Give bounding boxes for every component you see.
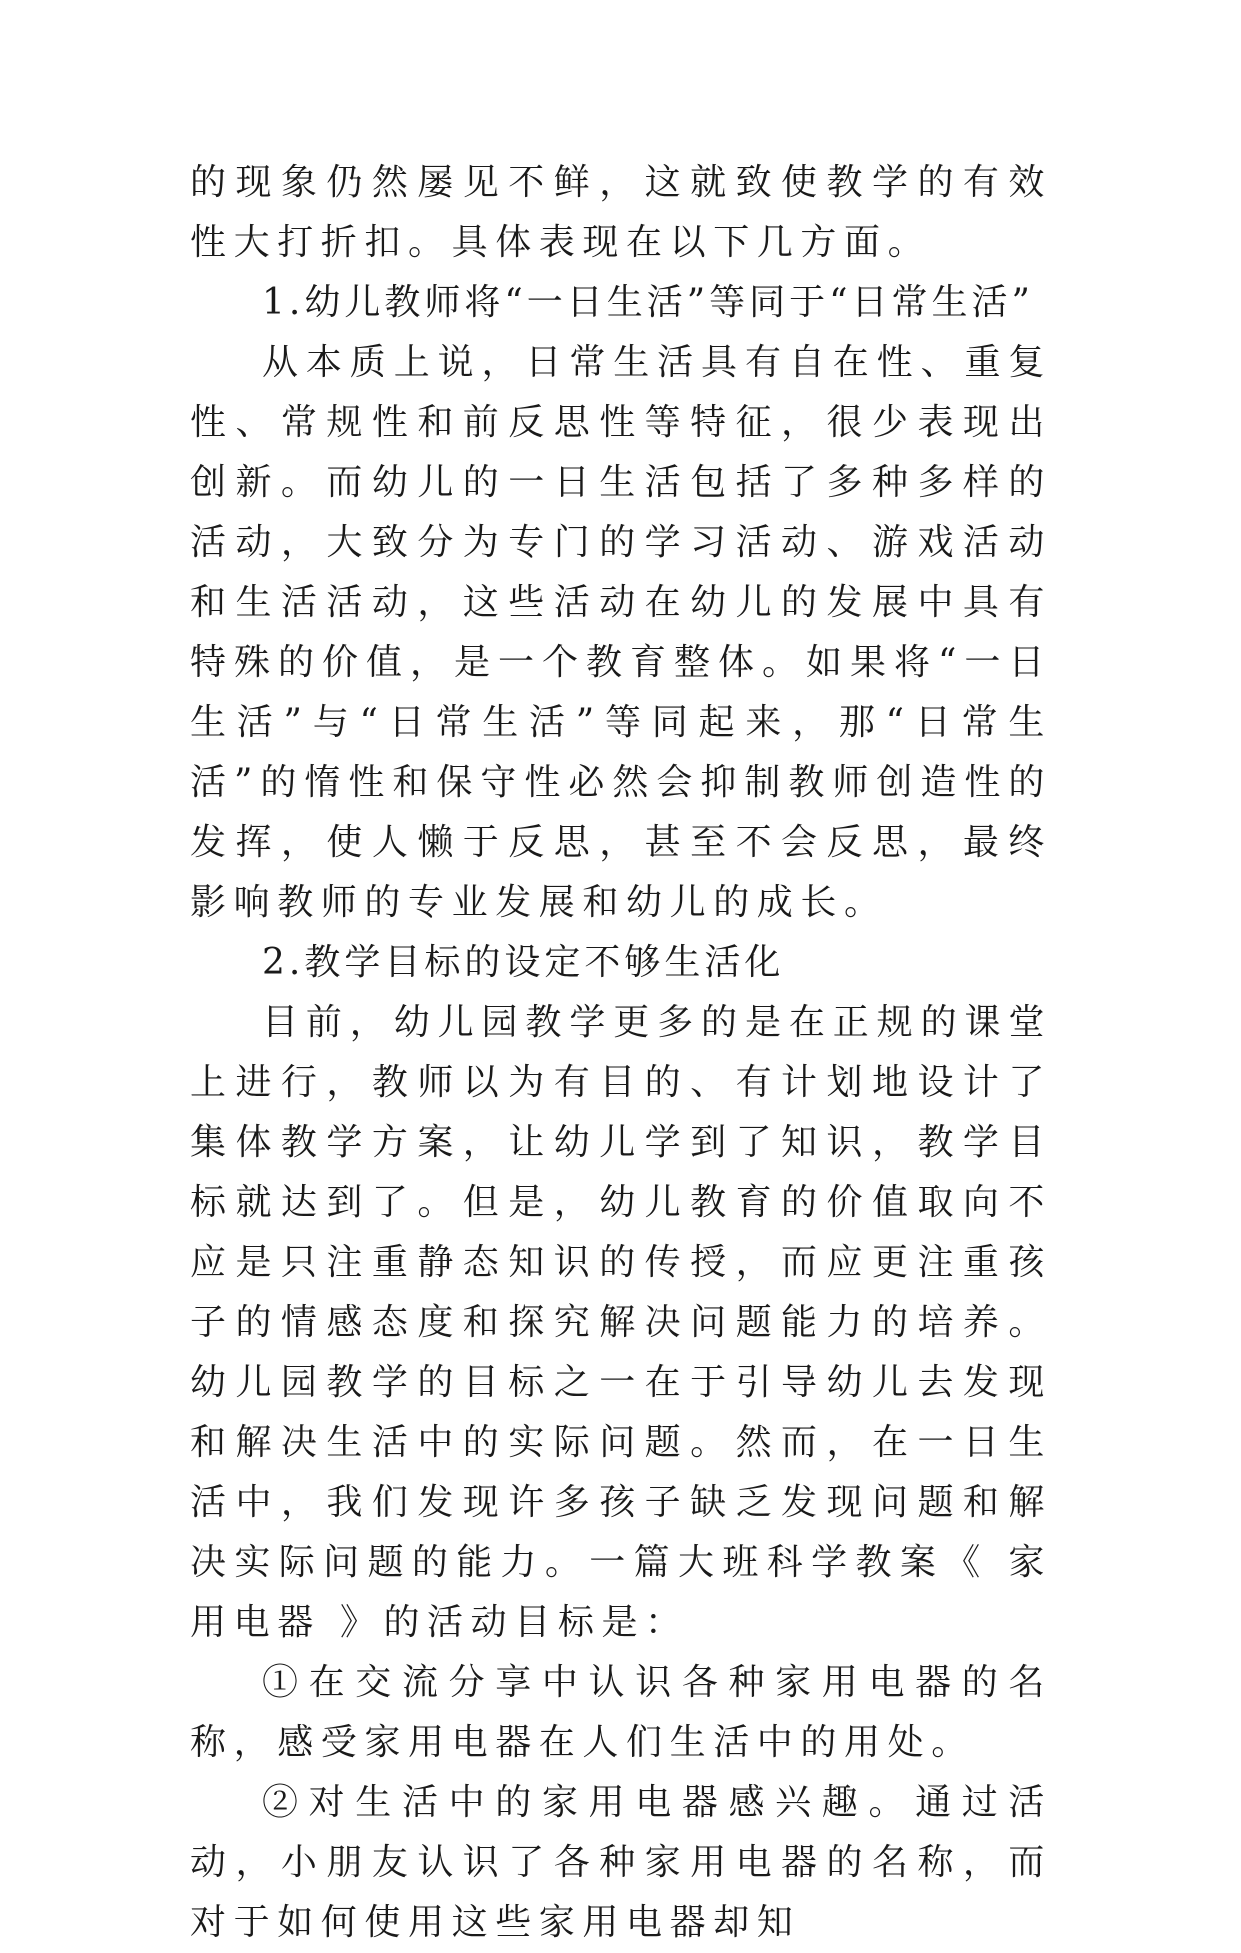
- paragraph-teaching-goals: 目前，幼儿园教学更多的是在正规的课堂上进行，教师以为有目的、有计划地设计了集体教学方案，让幼儿学到了知识，教学目标就达到了。但是，幼儿教育的价值取向不应是只注重静态知识的传授，而应更注重孩子的情感态度和探究解决问题能力的培养。幼儿园教学的目标之一在于引导幼儿去发现和解决生活中的实际问题。然而，在一日生活中，我们发现许多孩子缺乏发现问题和解决实际问题的能力。一篇大班科学教案《 家用电器 》的活动目标是：: [190, 1002, 1052, 1643]
- list-item-goal-1: ①在交流分享中认识各种家用电器的名称，感受家用电器在人们生活中的用处。: [190, 1662, 1052, 1763]
- paragraph-daily-life: 从本质上说，日常生活具有自在性、重复性、常规性和前反思性等特征，很少表现出创新。而幼儿的一日生活包括了多种多样的活动，大致分为专门的学习活动、游戏活动和生活活动，这些活动在幼儿的发展中具有特殊的价值，是一个教育整体。如果将“一日生活”与“日常生活”等同起来，那“日常生活”的惰性和保守性必然会抑制教师创造性的发挥，使人懒于反思，甚至不会反思，最终影响教师的专业发展和幼儿的成长。: [190, 342, 1052, 923]
- document-body: [190, 153, 1052, 1953]
- paragraph-intro-continuation: 的现象仍然屡见不鲜，这就致使教学的有效性大打折扣。具体表现在以下几方面。: [190, 162, 1052, 263]
- section-heading-2: 2.教学目标的设定不够生活化: [262, 942, 785, 983]
- list-item-goal-2: ②对生活中的家用电器感兴趣。通过活动，小朋友认识了各种家用电器的名称，而对于如何使用这些家用电器却知: [190, 1782, 1052, 1943]
- section-heading-1: 1.幼儿教师将“一日生活”等同于“日常生活”: [262, 282, 1034, 323]
